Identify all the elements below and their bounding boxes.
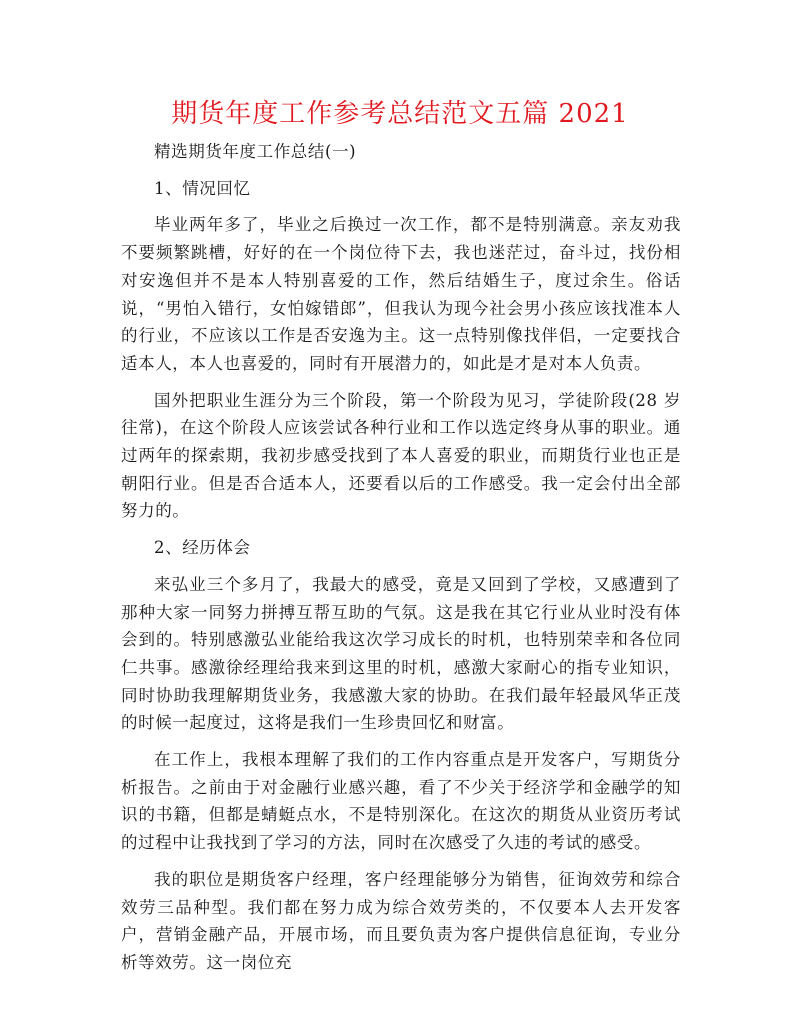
paragraph-2: 国外把职业生涯分为三个阶段，第一个阶段为见习，学徒阶段(28 岁往常)，在这个阶段人应该尝试各种行业和工作以选定终身从事的职业。通过两年的探索期，我初步感受找到了本人喜爱的职业，而期货行业也正是朝阳行业。但是否合适本人，还要看以后的工作感受。我一定会付出全部努力的。 bbox=[121, 390, 681, 521]
paragraph-4: 在工作上，我根本理解了我们的工作内容重点是开发客户，写期货分析报告。之前由于对金融行业感兴趣，看了不少关于经济学和金融学的知识的书籍，但都是蜻蜓点水，不是特别深化。在这次的期货从业资历考试的过程中让我找到了学习的方法，同时在次感受了久违的考试的感受。 bbox=[121, 750, 681, 853]
section-heading-2: 2、经历体会 bbox=[154, 538, 251, 558]
paragraph-1: 毕业两年多了，毕业之后换过一次工作，都不是特别满意。亲友劝我不要频繁跳槽，好好的在一个岗位待下去，我也迷茫过，奋斗过，找份相对安逸但并不是本人特别喜爱的工作，然后结婚生子，度过余生。俗话说，“男怕入错行，女怕嫁错郎”，但我认为现今社会男小孩应该找准本人的行业，不应该以工作是否安逸为主。这一点特别像找伴侣，一定要找合适本人，本人也喜爱的，同时有开展潜力的，如此是才是对本人负责。 bbox=[121, 215, 681, 373]
document-body bbox=[121, 138, 681, 977]
subtitle: 精选期货年度工作总结(一) bbox=[154, 142, 357, 161]
document-title: 期货年度工作参考总结范文五篇 2021 bbox=[171, 99, 629, 129]
section-heading-1: 1、情况回忆 bbox=[154, 178, 251, 198]
paragraph-5: 我的职位是期货客户经理，客户经理能够分为销售，征询效劳和综合效劳三品种型。我们都在努力成为综合效劳类的，不仅要本人去开发客户，营销金融产品，开展市场，而且要负责为客户提供信息征询，专业分析等效劳。这一岗位充 bbox=[121, 869, 681, 972]
paragraph-3: 来弘业三个多月了，我最大的感受，竟是又回到了学校，又感遭到了那种大家一同努力拼搏互帮互助的气氛。这是我在其它行业从业时没有体会到的。特别感激弘业能给我这次学习成长的时机，也特别荣幸和各位同仁共事。感激徐经理给我来到这里的时机，感激大家耐心的指专业知识，同时协助我理解期货业务，我感激大家的协助。在我们最年轻最风华正茂的时候一起度过，这将是我们一生珍贵回忆和财富。 bbox=[121, 574, 681, 733]
